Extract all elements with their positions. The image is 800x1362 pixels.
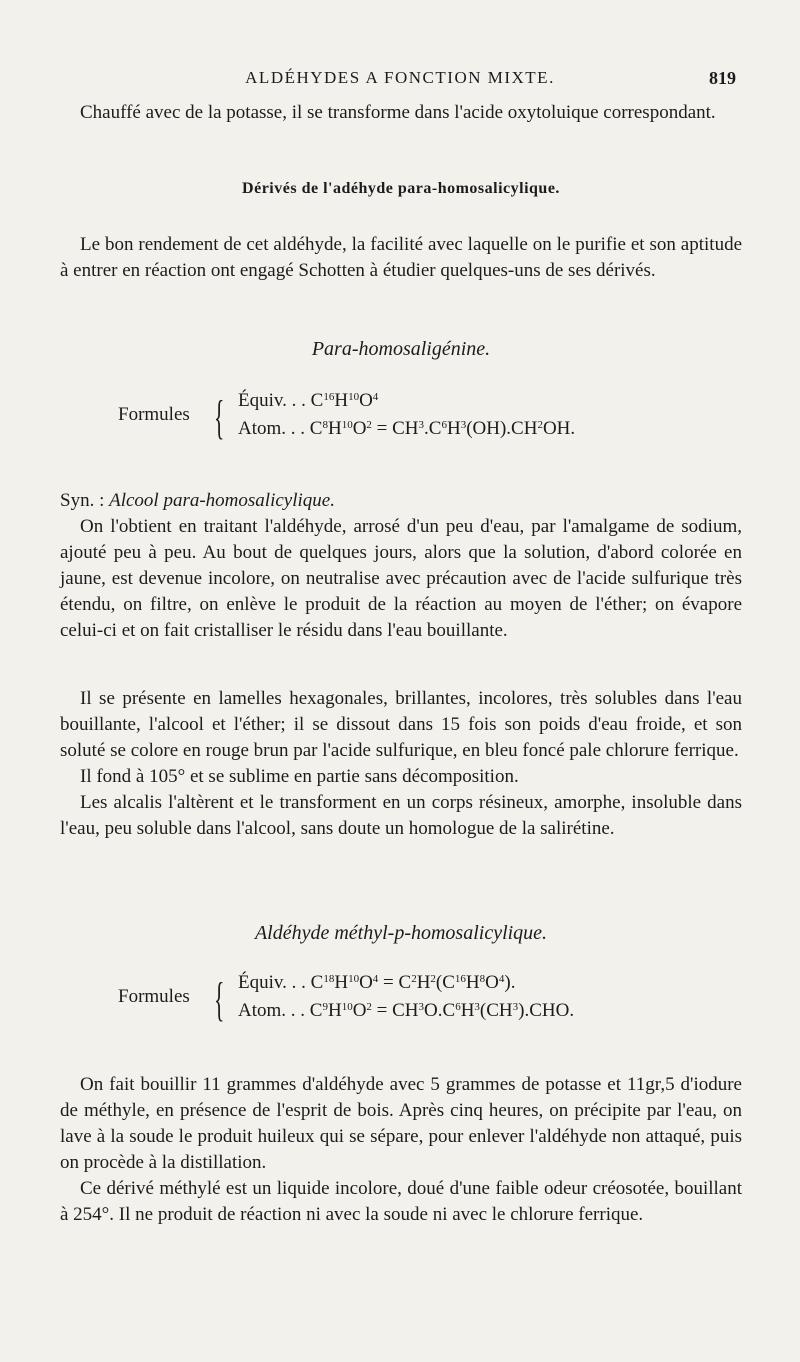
- formula-block-saligenin: [118, 390, 718, 450]
- brace-symbol: {: [214, 391, 225, 444]
- paragraph-preparation: On l'obtient en traitant l'aldéhyde, arrosé d'un peu d'eau, par l'amalgame de sodium, ajouté peu à peu. Au bout de quelques jours, alors que la solution, d'abord colorée en jaune, est devenue incolore, on neutralise avec précaution avec de l'acide sulfurique très étendu, on filtre, on enlève le produit de la réaction au moyen de l'éther; on évapore celui-ci et on fait cristalliser le résidu dans l'eau bouillante.: [60, 516, 742, 641]
- paragraph-schotten: Le bon rendement de cet aldéhyde, la facilité avec laquelle on le purifie et son aptitude à entrer en réaction ont engagé Schotten à étudier quelques-uns de ses dérivés.: [60, 234, 742, 281]
- brace-symbol-methyl: {: [214, 973, 225, 1026]
- equiv-formula-methyl: Équiv. . . $C^{18}H^{10}O^4 = C^2H^2(C^{16}H^8O^4)$.: [238, 972, 516, 993]
- paragraph-alkalis: Les alcalis l'altèrent et le transforment en un corps résineux, amorphe, insoluble dans l'eau, peu soluble dans l'alcool, sans doute un homologue de la salirétine.: [60, 792, 742, 839]
- running-head: [0, 68, 800, 92]
- paragraph-properties: Il se présente en lamelles hexagonales, brillantes, incolores, très solubles dans l'eau bouillante, l'alcool et l'éther; il se dissout dans 15 fois son poids d'eau froide, et son soluté se colore en rouge brun par l'acide sulfurique, en bleu foncé pale chlorure ferrique.: [60, 688, 742, 761]
- formula-block-methyl: [118, 972, 718, 1032]
- compound-heading-methyl: Aldéhyde méthyl-p-homosalicylique.: [254, 922, 548, 944]
- running-head-title: ALDÉHYDES A FONCTION MIXTE.: [245, 68, 555, 87]
- paragraph-melting-point: Il fond à 105° et se sublime en partie sans décomposition.: [80, 766, 519, 787]
- atom-formula-methyl: Atom. . . $C^9H^{10}O^2 = CH^3O.C^6H^3(CH^3).CHO$.: [238, 1000, 575, 1021]
- paragraph-oxytoluic: Chauffé avec de la potasse, il se transforme dans l'acide oxytoluique correspondant.: [80, 102, 716, 123]
- atom-formula: Atom. . . $C^8H^{10}O^2 = CH^3.C^6H^3(OH).CH^2OH$.: [238, 418, 576, 439]
- page-number: 819: [709, 68, 736, 88]
- paragraph-methylation: On fait bouillir 11 grammes d'aldéhyde avec 5 grammes de potasse et 11gr,5 d'iodure de méthyle, en présence de l'esprit de bois. Après cinq heures, on précipite par l'eau, on lave à la soude le produit huileux qui se sépare, pour enlever l'aldéhyde non attaqué, puis on procède à la distillation.: [60, 1074, 742, 1173]
- synonym-line: [60, 488, 742, 514]
- section-heading-derivatives: Dérivés de l'adéhyde para-homosalicylique.: [242, 180, 560, 197]
- synonym-prefix: Syn. :: [60, 490, 105, 511]
- compound-heading-saligenin: Para-homosaligénine.: [311, 338, 491, 360]
- synonym-name: Alcool para-homosalicylique.: [109, 490, 335, 511]
- paragraph-methyl-properties: Ce dérivé méthylé est un liquide incolore, doué d'une faible odeur créosotée, bouillant à 254°. Il ne produit de réaction ni avec la soude ni avec le chlorure ferrique.: [60, 1178, 742, 1225]
- formula-label: Formules: [118, 404, 190, 425]
- formula-label-methyl: Formules: [118, 986, 190, 1007]
- equiv-formula: Équiv. . . $C^{16}H^{10}O^4$: [238, 390, 379, 411]
